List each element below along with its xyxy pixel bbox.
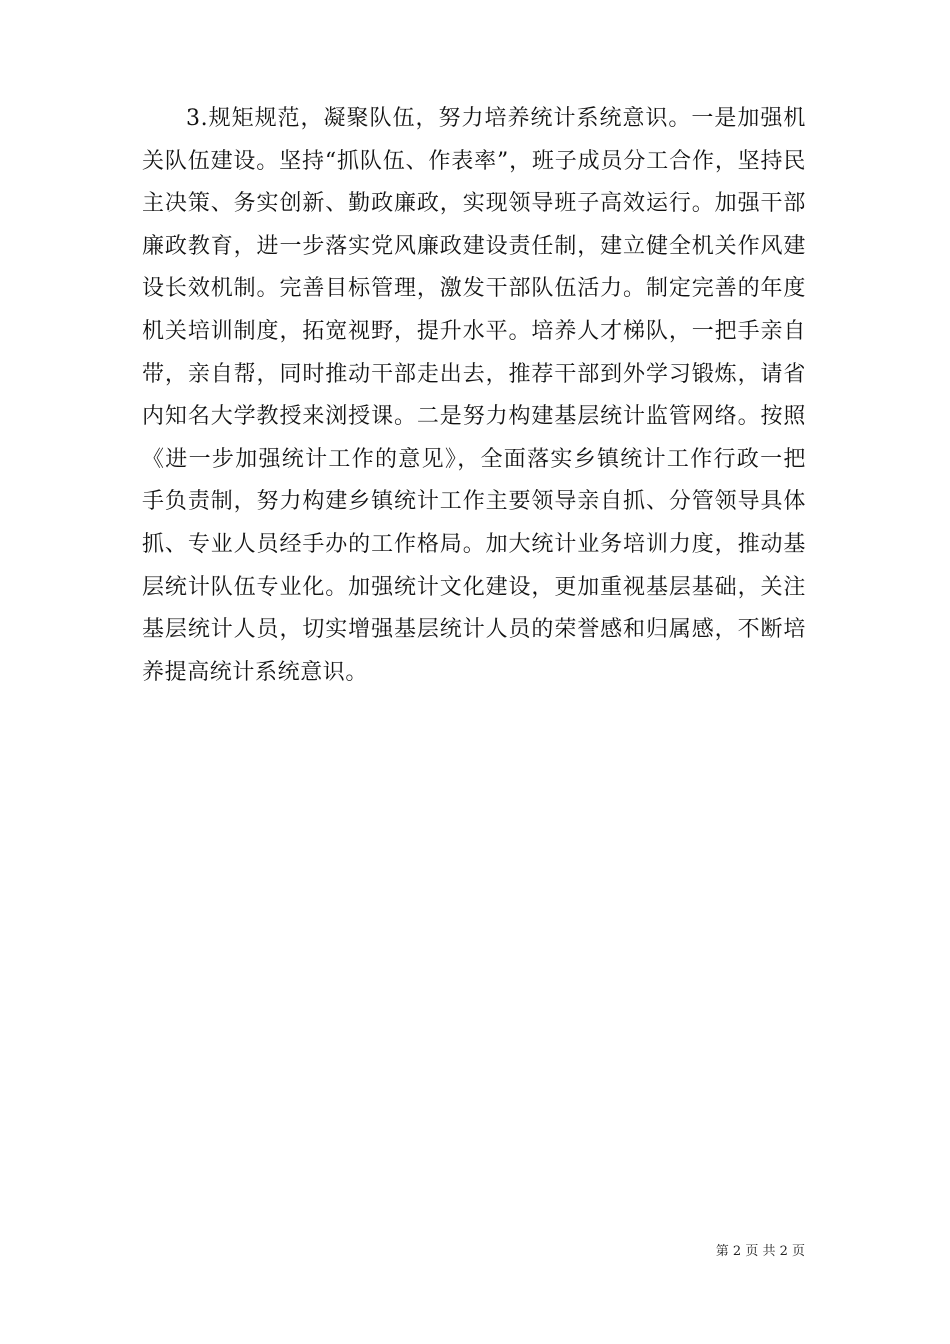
body-paragraph: 3.规矩规范，凝聚队伍，努力培养统计系统意识。一是加强机关队伍建设。坚持“抓队伍、作表率”，班子成员分工合作，坚持民主决策、务实创新、勤政廉政，实现领导班子高效运行。加强干部廉政教育，进一步落实党风廉政建设责任制，建立健全机关作风建设长效机制。完善目标管理，激发干部队伍活力。制定完善的年度机关培训制度，拓宽视野，提升水平。培养人才梯队，一把手亲自带，亲自帮，同时推动干部走出去，推荐干部到外学习锻炼，请省内知名大学教授来浏授课。二是努力构建基层统计监管网络。按照《进一步加强统计工作的意见》，全面落实乡镇统计工作行政一把手负责制，努力构建乡镇统计工作主要领导亲自抓、分管领导具体抓、专业人员经手办的工作格局。加大统计业务培训力度，推动基层统计队伍专业化。加强统计文化建设，更加重视基层基础，关注基层统计人员，切实增强基层统计人员的荣誉感和归属感，不断培养提高统计系统意识。	[142, 106, 806, 685]
page-number-footer: 第 2 页 共 2 页	[715, 1244, 805, 1259]
